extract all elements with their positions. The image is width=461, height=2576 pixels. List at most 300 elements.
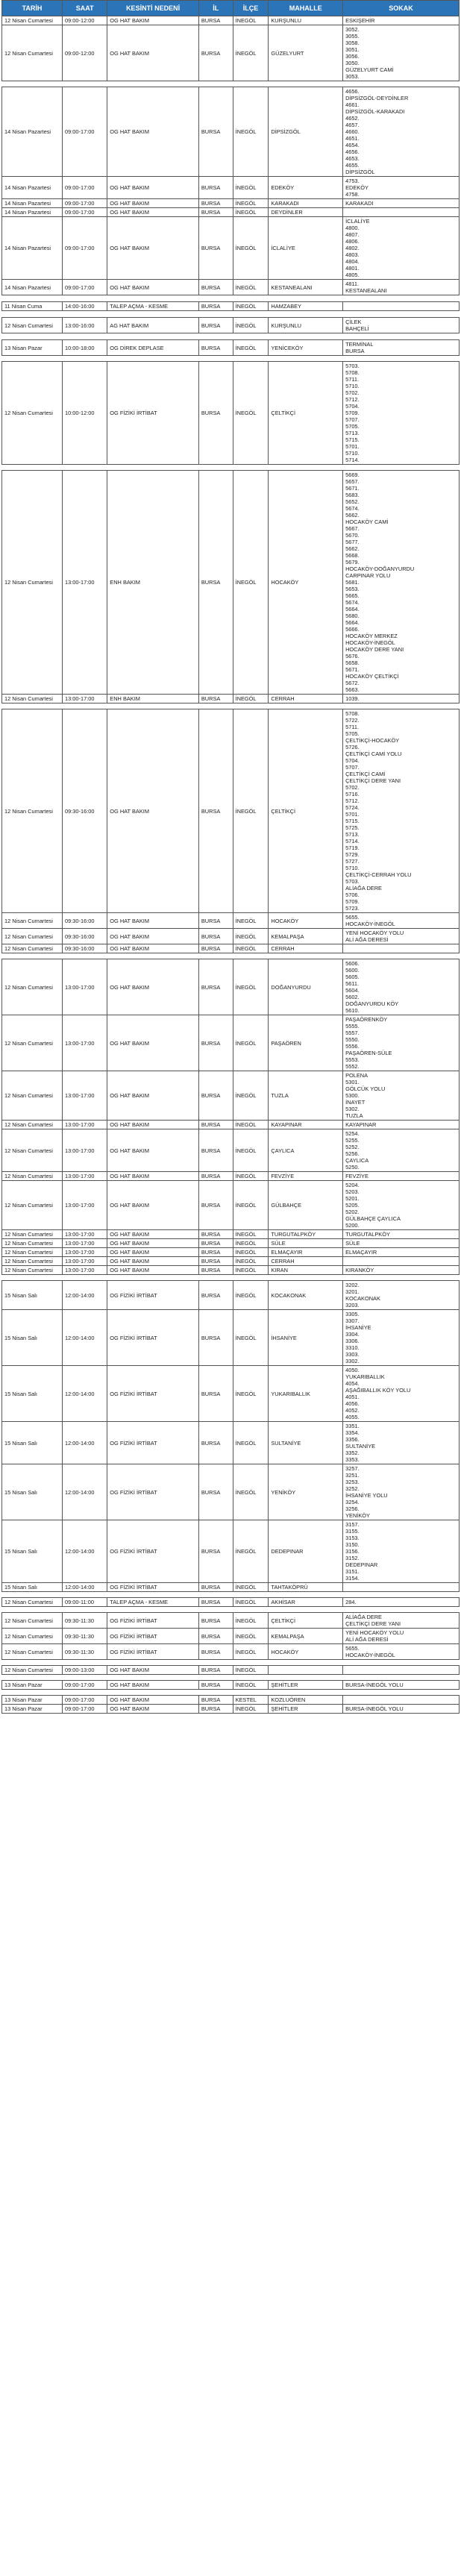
spacer-row (2, 465, 460, 471)
cell-time: 09:30-16:00 (63, 929, 107, 944)
cell-date: 13 Nisan Pazar (2, 1696, 63, 1705)
cell-neighborhood: ÇELTİKÇİ (269, 709, 343, 913)
cell-district: İNEGÖL (233, 1281, 269, 1310)
cell-date: 14 Nisan Pazartesi (2, 208, 63, 217)
header-time: SAAT (63, 1, 107, 16)
cell-reason: OG HAT BAKIM (107, 913, 199, 929)
table-row (2, 1598, 460, 1607)
spacer-row (2, 295, 460, 302)
cell-time: 13:00-17:00 (63, 471, 107, 695)
cell-district: İNEGÖL (233, 1239, 269, 1248)
table-row (2, 362, 460, 465)
cell-district: İNEGÖL (233, 959, 269, 1015)
cell-street: BURSA-İNEGÖL YOLU (343, 1705, 460, 1714)
cell-date: 15 Nisan Salı (2, 1464, 63, 1520)
cell-province: BURSA (198, 1629, 233, 1644)
cell-neighborhood: KEMALPAŞA (269, 929, 343, 944)
cell-reason: OG HAT BAKIM (107, 1172, 199, 1181)
cell-neighborhood: ŞEHİTLER (269, 1705, 343, 1714)
cell-date: 12 Nisan Cumartesi (2, 959, 63, 1015)
table-row (2, 1629, 460, 1644)
cell-province: BURSA (198, 959, 233, 1015)
cell-neighborhood: EDEKÖY (269, 177, 343, 199)
cell-date: 12 Nisan Cumartesi (2, 1071, 63, 1121)
cell-time: 10:00-12:00 (63, 362, 107, 465)
cell-street: ESKİŞEHİR (343, 16, 460, 25)
cell-district: İNEGÖL (233, 1071, 269, 1121)
cell-date: 15 Nisan Salı (2, 1366, 63, 1422)
cell-province: BURSA (198, 280, 233, 295)
cell-street: 5254. 5255. 5252. 5256. ÇAYLICA 5250. (343, 1129, 460, 1172)
cell-neighborhood: CERRAH (269, 944, 343, 953)
cell-time: 09:30-16:00 (63, 944, 107, 953)
cell-district: İNEGÖL (233, 1644, 269, 1660)
cell-district: İNEGÖL (233, 1629, 269, 1644)
spacer-row (2, 1660, 460, 1666)
cell-time: 12:00-14:00 (63, 1281, 107, 1310)
cell-province: BURSA (198, 1071, 233, 1121)
cell-neighborhood: KEMALPAŞA (269, 1629, 343, 1644)
cell-neighborhood: TUZLA (269, 1071, 343, 1121)
cell-neighborhood: KURŞUNLU (269, 318, 343, 333)
cell-reason: OG DİREK DEPLASE (107, 340, 199, 356)
cell-district: İNEGÖL (233, 1310, 269, 1366)
cell-district: İNEGÖL (233, 709, 269, 913)
cell-neighborhood: YENİKÖY (269, 1464, 343, 1520)
table-row (2, 695, 460, 703)
table-row (2, 1666, 460, 1675)
cell-reason: OG HAT BAKIM (107, 1696, 199, 1705)
cell-reason: ENH BAKIM (107, 471, 199, 695)
cell-date: 12 Nisan Cumartesi (2, 695, 63, 703)
spacer-cell (2, 1690, 460, 1696)
cell-neighborhood: ŞEHİTLER (269, 1681, 343, 1690)
cell-neighborhood: HAMZABEY (269, 302, 343, 311)
cell-date: 11 Nisan Cuma (2, 302, 63, 311)
cell-street: 4811. KESTANEALANI (343, 280, 460, 295)
cell-district: İNEGÖL (233, 1121, 269, 1129)
cell-date: 15 Nisan Salı (2, 1281, 63, 1310)
cell-neighborhood: KESTANEALANI (269, 280, 343, 295)
cell-neighborhood: CERRAH (269, 1257, 343, 1266)
cell-street: 3157. 3155. 3153. 3150. 3156. 3152. DEDEPINAR 3151. 3154. (343, 1520, 460, 1583)
cell-street (343, 302, 460, 311)
cell-street: İCLALİYE 4800. 4807. 4806. 4802. 4803. 4804. 4801. 4805. (343, 217, 460, 280)
cell-neighborhood: DOĞANYURDU (269, 959, 343, 1015)
table-row (2, 1248, 460, 1257)
spacer-cell (2, 1607, 460, 1613)
table-row (2, 87, 460, 177)
cell-date: 13 Nisan Pazar (2, 340, 63, 356)
cell-time: 13:00-17:00 (63, 1181, 107, 1230)
cell-street: 3202. 3201. KOCAKONAK 3203. (343, 1281, 460, 1310)
cell-district: İNEGÖL (233, 177, 269, 199)
cell-reason: OG HAT BAKIM (107, 1666, 199, 1675)
cell-district: İNEGÖL (233, 302, 269, 311)
cell-street: SÜLE (343, 1239, 460, 1248)
cell-street: 4050. YUKARIBALLIK 4054. AŞAĞIBALLIK KÖY YOLU 4051. 4056. 4052. 4055. (343, 1366, 460, 1422)
cell-reason: OG FİZİKİ İRTİBAT (107, 1366, 199, 1422)
cell-date: 12 Nisan Cumartesi (2, 929, 63, 944)
table-row (2, 208, 460, 217)
cell-neighborhood: GÜZELYURT (269, 25, 343, 81)
cell-province: BURSA (198, 929, 233, 944)
spacer-cell (2, 465, 460, 471)
cell-date: 12 Nisan Cumartesi (2, 1666, 63, 1675)
table-row (2, 318, 460, 333)
cell-street: 5669. 5657. 5671. 5683. 5652. 5674. 5662. HOCAKÖY CAMİ 5667. 5670. 5677. 5662. 5668. 5679. HOCAKÖY-DOĞANYURDU CARPINAR YOLU 5681. 5653. 5665. 5674. 5664. 5680. 5664. 5666. HOCAKÖY MERKEZ HOCAKÖY-İNEGÖL HOCAKÖY DERE YANI 5676. 5658. 5671. HOCAKÖY ÇELTİKÇİ 5672. 5663. (343, 471, 460, 695)
cell-neighborhood: KIRAN (269, 1266, 343, 1275)
cell-time: 09:30-16:00 (63, 913, 107, 929)
cell-reason: OG HAT BAKIM (107, 177, 199, 199)
cell-province: BURSA (198, 87, 233, 177)
cell-street: ALİAĞA DERE ÇELTİKÇİ DERE YANI (343, 1613, 460, 1629)
cell-neighborhood: GÜLBAHÇE (269, 1181, 343, 1230)
cell-reason: OG HAT BAKIM (107, 944, 199, 953)
cell-time: 13:00-17:00 (63, 1239, 107, 1248)
table-row (2, 340, 460, 356)
cell-date: 12 Nisan Cumartesi (2, 25, 63, 81)
cell-province: BURSA (198, 1520, 233, 1583)
cell-reason: OG FİZİKİ İRTİBAT (107, 1464, 199, 1520)
cell-district: İNEGÖL (233, 1598, 269, 1607)
cell-province: BURSA (198, 1310, 233, 1366)
cell-street: 3351. 3354. 3356. SULTANİYE 3352. 3353. (343, 1422, 460, 1464)
cell-time: 13:00-17:00 (63, 1172, 107, 1181)
cell-neighborhood: ELMAÇAYIR (269, 1248, 343, 1257)
cell-time: 09:00-17:00 (63, 1705, 107, 1714)
cell-reason: OG HAT BAKIM (107, 1266, 199, 1275)
cell-street: KIRANKÖY (343, 1266, 460, 1275)
cell-province: BURSA (198, 1705, 233, 1714)
cell-district: İNEGÖL (233, 695, 269, 703)
cell-reason: OG HAT BAKIM (107, 929, 199, 944)
cell-district: İNEGÖL (233, 1181, 269, 1230)
cell-province: BURSA (198, 1644, 233, 1660)
cell-province: BURSA (198, 302, 233, 311)
table-row (2, 177, 460, 199)
cell-reason: TALEP AÇMA - KESME (107, 302, 199, 311)
cell-district: KESTEL (233, 1696, 269, 1705)
cell-neighborhood: KARAKADI (269, 199, 343, 208)
cell-street: 3305. 3307. İHSANİYE 3304. 3306. 3310. 3303. 3302. (343, 1310, 460, 1366)
cell-district: İNEGÖL (233, 1464, 269, 1520)
cell-reason: OG HAT BAKIM (107, 1015, 199, 1071)
cell-date: 12 Nisan Cumartesi (2, 1257, 63, 1266)
spacer-row (2, 1675, 460, 1681)
header-date: TARİH (2, 1, 63, 16)
table-row (2, 1583, 460, 1592)
cell-date: 12 Nisan Cumartesi (2, 1629, 63, 1644)
cell-province: BURSA (198, 208, 233, 217)
cell-street: FEVZİYE (343, 1172, 460, 1181)
cell-reason: OG FİZİKİ İRTİBAT (107, 1644, 199, 1660)
cell-time: 13:00-17:00 (63, 959, 107, 1015)
cell-neighborhood: HOCAKÖY (269, 913, 343, 929)
cell-neighborhood: ÇAYLICA (269, 1129, 343, 1172)
cell-district: İNEGÖL (233, 217, 269, 280)
cell-street: POLENA 5301. GÖLCÜK YOLU 5300. İNAYET 5302. TUZLA (343, 1071, 460, 1121)
cell-time: 09:30-11:30 (63, 1644, 107, 1660)
cell-province: BURSA (198, 1172, 233, 1181)
outage-table (1, 0, 460, 1714)
table-row (2, 1266, 460, 1275)
spacer-row (2, 1607, 460, 1613)
cell-street: 5606. 5600. 5605. 5611. 5604. 5602. DOĞANYURDU KÖY 5610. (343, 959, 460, 1015)
cell-reason: OG HAT BAKIM (107, 1071, 199, 1121)
cell-province: BURSA (198, 1248, 233, 1257)
cell-time: 12:00-14:00 (63, 1464, 107, 1520)
cell-district: İNEGÖL (233, 1257, 269, 1266)
cell-date: 12 Nisan Cumartesi (2, 362, 63, 465)
cell-date: 12 Nisan Cumartesi (2, 1129, 63, 1172)
cell-province: BURSA (198, 1230, 233, 1239)
cell-province: BURSA (198, 1613, 233, 1629)
cell-street (343, 1257, 460, 1266)
table-row (2, 1129, 460, 1172)
cell-time: 09:00-17:00 (63, 208, 107, 217)
cell-province: BURSA (198, 1422, 233, 1464)
cell-reason: OG HAT BAKIM (107, 1248, 199, 1257)
cell-time: 13:00-17:00 (63, 695, 107, 703)
cell-neighborhood: AKHİSAR (269, 1598, 343, 1607)
cell-street (343, 944, 460, 953)
cell-district: İNEGÖL (233, 87, 269, 177)
cell-district: İNEGÖL (233, 16, 269, 25)
cell-province: BURSA (198, 16, 233, 25)
cell-neighborhood: FEVZİYE (269, 1172, 343, 1181)
cell-street: KARAKADI (343, 199, 460, 208)
cell-province: BURSA (198, 362, 233, 465)
cell-province: BURSA (198, 1666, 233, 1675)
cell-date: 13 Nisan Pazar (2, 1705, 63, 1714)
spacer-row (2, 356, 460, 362)
cell-district: İNEGÖL (233, 1266, 269, 1275)
cell-district: İNEGÖL (233, 1248, 269, 1257)
cell-date: 12 Nisan Cumartesi (2, 1121, 63, 1129)
cell-reason: OG HAT BAKIM (107, 16, 199, 25)
spacer-cell (2, 1275, 460, 1281)
cell-province: BURSA (198, 1681, 233, 1690)
cell-neighborhood: HOCAKÖY (269, 1644, 343, 1660)
cell-province: BURSA (198, 25, 233, 81)
cell-street: 5655. HOCAKÖY-İNEGÖL (343, 1644, 460, 1660)
cell-date: 15 Nisan Salı (2, 1422, 63, 1464)
cell-date: 12 Nisan Cumartesi (2, 16, 63, 25)
cell-province: BURSA (198, 1121, 233, 1129)
cell-reason: OG HAT BAKIM (107, 1181, 199, 1230)
cell-reason: OG FİZİKİ İRTİBAT (107, 1310, 199, 1366)
cell-street: 1039. (343, 695, 460, 703)
cell-date: 12 Nisan Cumartesi (2, 1015, 63, 1071)
table-row (2, 1257, 460, 1266)
cell-province: BURSA (198, 1129, 233, 1172)
spacer-cell (2, 356, 460, 362)
cell-time: 09:30-11:30 (63, 1629, 107, 1644)
cell-district: İNEGÖL (233, 1613, 269, 1629)
table-row (2, 1239, 460, 1248)
cell-province: BURSA (198, 177, 233, 199)
spacer-cell (2, 295, 460, 302)
cell-time: 13:00-16:00 (63, 318, 107, 333)
cell-time: 13:00-17:00 (63, 1248, 107, 1257)
cell-neighborhood: SULTANİYE (269, 1422, 343, 1464)
header-reason: KESİNTİ NEDENİ (107, 1, 199, 16)
spacer-row (2, 1592, 460, 1598)
cell-date: 12 Nisan Cumartesi (2, 1172, 63, 1181)
spacer-row (2, 311, 460, 318)
cell-province: BURSA (198, 1181, 233, 1230)
cell-street: YENİ HOCAKÖY YOLU ALİ AĞA DERESİ (343, 929, 460, 944)
header-district: İLÇE (233, 1, 269, 16)
cell-province: BURSA (198, 709, 233, 913)
cell-date: 12 Nisan Cumartesi (2, 1230, 63, 1239)
spacer-cell (2, 1660, 460, 1666)
cell-province: BURSA (198, 1257, 233, 1266)
cell-date: 12 Nisan Cumartesi (2, 709, 63, 913)
cell-province: BURSA (198, 1015, 233, 1071)
cell-time: 13:00-17:00 (63, 1257, 107, 1266)
table-row (2, 929, 460, 944)
cell-time: 09:00-12:00 (63, 16, 107, 25)
spacer-cell (2, 953, 460, 959)
cell-time: 12:00-14:00 (63, 1422, 107, 1464)
cell-street: 284. (343, 1598, 460, 1607)
spacer-row (2, 953, 460, 959)
cell-neighborhood: İCLALİYE (269, 217, 343, 280)
table-row (2, 1681, 460, 1690)
cell-province: BURSA (198, 471, 233, 695)
spacer-cell (2, 1675, 460, 1681)
cell-date: 14 Nisan Pazartesi (2, 199, 63, 208)
cell-neighborhood: DEDEPINAR (269, 1520, 343, 1583)
cell-date: 12 Nisan Cumartesi (2, 1239, 63, 1248)
cell-street: 4656. DİPSİZGÖL-DEYDİNLER 4661. DİPSİZGÖL-KARAKADI 4652. 4657. 4660. 4651. 4654. 4656. 4653. 4655. DİPSİZGÖL (343, 87, 460, 177)
cell-street: TERMİNAL BURSA (343, 340, 460, 356)
cell-neighborhood: DİPSİZGÖL (269, 87, 343, 177)
table-row (2, 1464, 460, 1520)
cell-reason: OG FİZİKİ İRTİBAT (107, 1613, 199, 1629)
table-row (2, 709, 460, 913)
table-body (2, 16, 460, 1714)
cell-time: 12:00-14:00 (63, 1310, 107, 1366)
table-row (2, 913, 460, 929)
cell-date: 14 Nisan Pazartesi (2, 280, 63, 295)
cell-time: 09:00-17:00 (63, 1681, 107, 1690)
table-row (2, 1696, 460, 1705)
cell-reason: OG FİZİKİ İRTİBAT (107, 362, 199, 465)
cell-neighborhood: ÇELTİKÇİ (269, 1613, 343, 1629)
cell-date: 12 Nisan Cumartesi (2, 1181, 63, 1230)
cell-neighborhood: TAHTAKÖPRÜ (269, 1583, 343, 1592)
cell-date: 12 Nisan Cumartesi (2, 913, 63, 929)
table-row (2, 959, 460, 1015)
cell-province: BURSA (198, 1281, 233, 1310)
cell-time: 12:00-14:00 (63, 1520, 107, 1583)
cell-neighborhood: YENİCEKÖY (269, 340, 343, 356)
cell-reason: OG HAT BAKIM (107, 25, 199, 81)
header-street: SOKAK (343, 1, 460, 16)
cell-reason: OG FİZİKİ İRTİBAT (107, 1583, 199, 1592)
spacer-cell (2, 703, 460, 709)
cell-reason: AG HAT BAKIM (107, 318, 199, 333)
cell-date: 12 Nisan Cumartesi (2, 318, 63, 333)
cell-street: 3257. 3251. 3253. 3252. İHSANİYE YOLU 3254. 3256. YENİKÖY (343, 1464, 460, 1520)
cell-date: 12 Nisan Cumartesi (2, 1248, 63, 1257)
cell-time: 09:00-17:00 (63, 1696, 107, 1705)
cell-district: İNEGÖL (233, 1015, 269, 1071)
cell-district: İNEGÖL (233, 929, 269, 944)
spacer-row (2, 1275, 460, 1281)
cell-province: BURSA (198, 1696, 233, 1705)
spacer-row (2, 81, 460, 87)
cell-province: BURSA (198, 1266, 233, 1275)
table-row (2, 1172, 460, 1181)
table-row (2, 1422, 460, 1464)
cell-province: BURSA (198, 1598, 233, 1607)
cell-district: İNEGÖL (233, 1583, 269, 1592)
cell-province: BURSA (198, 1239, 233, 1248)
table-row (2, 471, 460, 695)
cell-time: 13:00-17:00 (63, 1071, 107, 1121)
cell-reason: OG HAT BAKIM (107, 280, 199, 295)
cell-neighborhood: DEYDİNLER (269, 208, 343, 217)
cell-date: 12 Nisan Cumartesi (2, 1613, 63, 1629)
cell-time: 09:00-12:00 (63, 25, 107, 81)
cell-province: BURSA (198, 199, 233, 208)
cell-district: İNEGÖL (233, 340, 269, 356)
cell-district: İNEGÖL (233, 318, 269, 333)
cell-neighborhood: KOZLUÖREN (269, 1696, 343, 1705)
cell-district: İNEGÖL (233, 1681, 269, 1690)
table-row (2, 1015, 460, 1071)
cell-province: BURSA (198, 318, 233, 333)
cell-reason: OG HAT BAKIM (107, 217, 199, 280)
header-neighborhood: MAHALLE (269, 1, 343, 16)
cell-district: İNEGÖL (233, 25, 269, 81)
spacer-cell (2, 311, 460, 318)
cell-time: 13:00-17:00 (63, 1129, 107, 1172)
table-row (2, 1071, 460, 1121)
cell-time: 09:00-11:00 (63, 1598, 107, 1607)
cell-district: İNEGÖL (233, 1422, 269, 1464)
table-row (2, 217, 460, 280)
cell-street: TURGUTALPKÖY (343, 1230, 460, 1239)
cell-neighborhood: YUKARIBALLIK (269, 1366, 343, 1422)
cell-district: İNEGÖL (233, 208, 269, 217)
cell-reason: OG FİZİKİ İRTİBAT (107, 1422, 199, 1464)
cell-street (343, 1696, 460, 1705)
cell-reason: OG HAT BAKIM (107, 1681, 199, 1690)
cell-date: 14 Nisan Pazartesi (2, 87, 63, 177)
cell-time: 09:00-13:00 (63, 1666, 107, 1675)
cell-reason: OG HAT BAKIM (107, 1239, 199, 1248)
cell-street: PAŞAÖRENKÖY 5555. 5557. 5550. 5556. PAŞAÖREN-SÜLE 5553. 5552. (343, 1015, 460, 1071)
cell-street: 3052. 3055. 3058. 3051. 3056. 3050. GÜZELYURT CAMİ 3053. (343, 25, 460, 81)
cell-reason: OG HAT BAKIM (107, 208, 199, 217)
spacer-row (2, 703, 460, 709)
spacer-cell (2, 81, 460, 87)
cell-province: BURSA (198, 217, 233, 280)
cell-district: İNEGÖL (233, 1129, 269, 1172)
cell-neighborhood: KURŞUNLU (269, 16, 343, 25)
cell-province: BURSA (198, 944, 233, 953)
cell-street (343, 1666, 460, 1675)
cell-time: 09:00-17:00 (63, 87, 107, 177)
cell-date: 15 Nisan Salı (2, 1583, 63, 1592)
cell-reason: OG HAT BAKIM (107, 1705, 199, 1714)
cell-date: 12 Nisan Cumartesi (2, 944, 63, 953)
